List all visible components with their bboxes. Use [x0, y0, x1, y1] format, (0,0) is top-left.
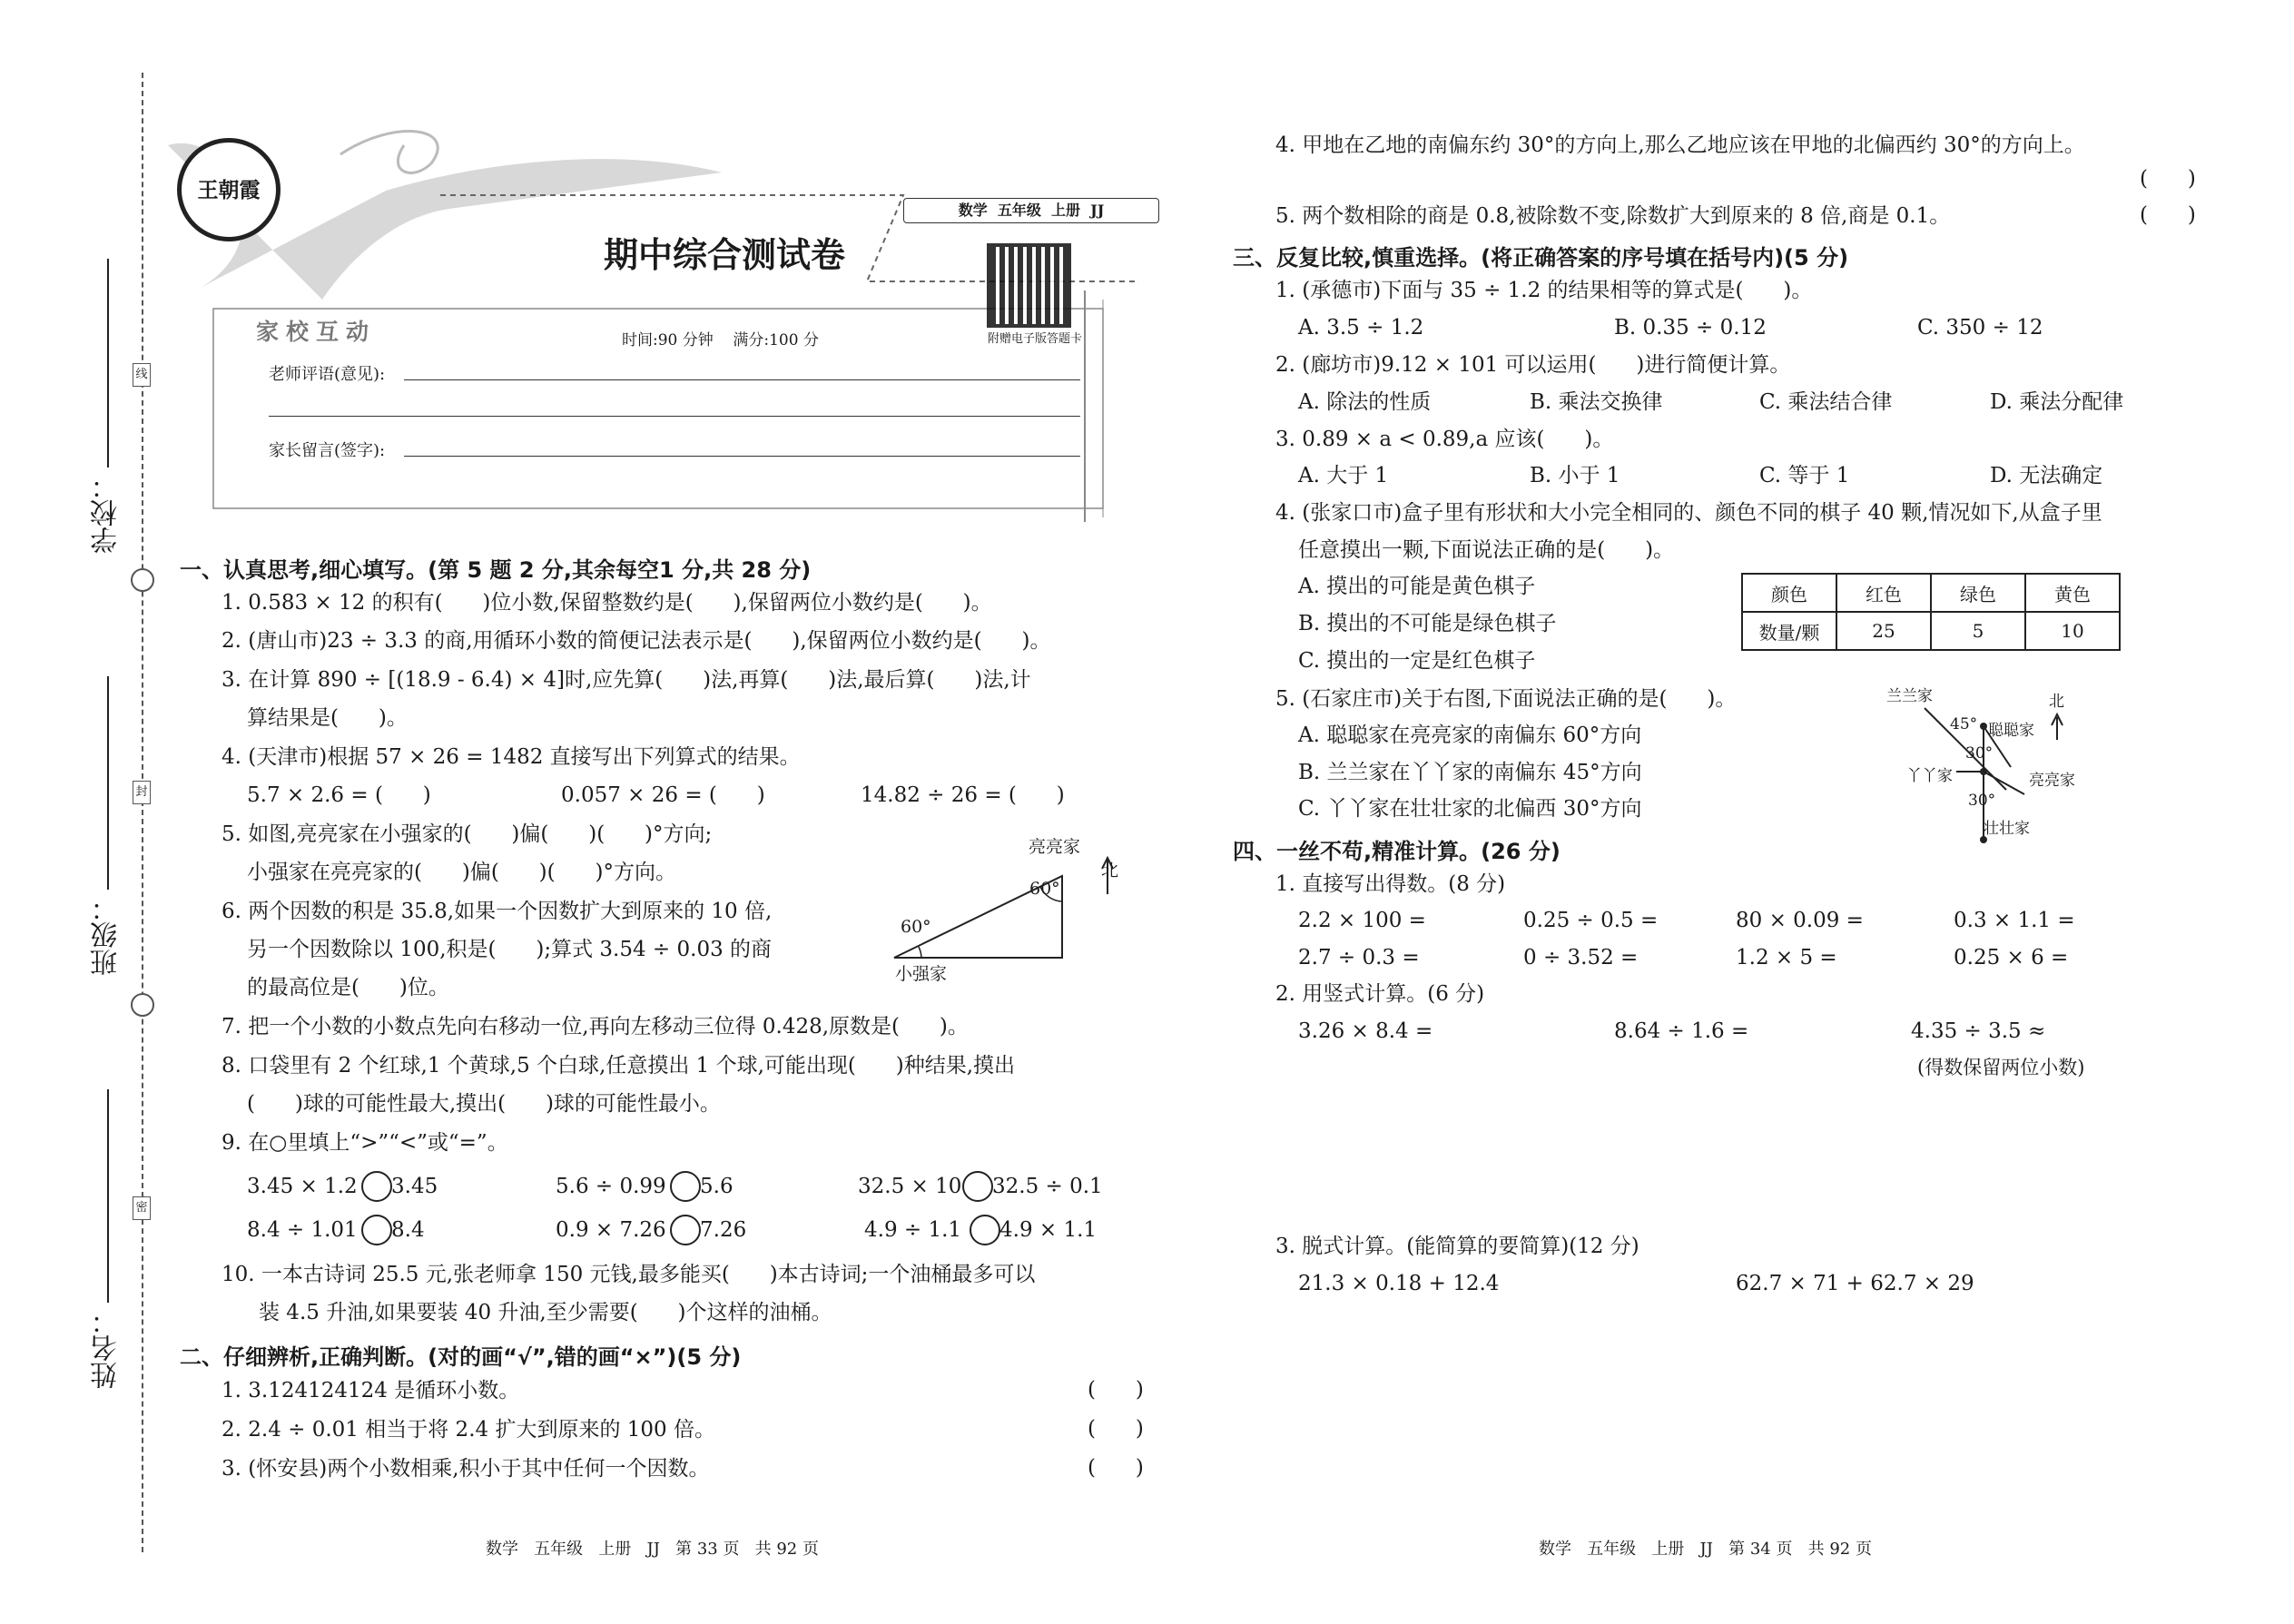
- choice-5-b: B. 兰兰家在丫丫家的南偏东 45°方向: [1298, 761, 1642, 784]
- choice-5-c: C. 丫丫家在壮壮家的北偏西 30°方向: [1298, 797, 1642, 821]
- choice-2-c: C. 乘法结合律: [1759, 390, 1893, 414]
- question-8-line-1: 8. 口袋里有 2 个红球,1 个黄球,5 个白球,任意摸出 1 个球,可能出现( )种结果,摸出: [222, 1054, 1016, 1078]
- calc-1-f: 0 ÷ 3.52 =: [1523, 946, 1639, 969]
- calc-1-e: 2.7 ÷ 0.3 =: [1298, 946, 1420, 969]
- calc-2-b: 8.64 ÷ 1.6 =: [1614, 1019, 1749, 1043]
- calc-2-c: 4.35 ÷ 3.5 ≈: [1911, 1019, 2046, 1043]
- binding-dashed-line: [142, 73, 143, 1552]
- choice-3-d: D. 无法确定: [1990, 464, 2103, 487]
- choice-5: 5. (石家庄市)关于右图,下面说法正确的是( )。: [1275, 687, 1737, 711]
- judge-1: 1. 3.124124124 是循环小数。: [222, 1379, 520, 1403]
- school-label: 学校：: [91, 472, 123, 554]
- question-6-line-2: 另一个因数除以 100,积是( );算式 3.54 ÷ 0.03 的商: [247, 938, 773, 961]
- question-1: 1. 0.583 × 12 的积有( )位小数,保留整数约是( ),保留两位小数约是( )。: [222, 591, 992, 615]
- question-5-line-1: 5. 如图,亮亮家在小强家的( )偏( )( )°方向;: [222, 822, 713, 846]
- calc-2-heading: 2. 用竖式计算。(6 分): [1275, 982, 1485, 1006]
- compare-circle[interactable]: [670, 1171, 701, 1202]
- judge-1-answer[interactable]: ( ): [1088, 1378, 1144, 1402]
- question-4: 4. (天津市)根据 57 × 26 = 1482 直接写出下列算式的结果。: [222, 745, 801, 769]
- question-10-line-1: 10. 一本古诗词 25.5 元,张老师拿 150 元钱,最多能买( )本古诗词;一个油桶最多可以: [222, 1263, 1036, 1286]
- choice-5-a: A. 聪聪家在亮亮家的南偏东 60°方向: [1298, 723, 1642, 747]
- compare-5-right: 7.26: [700, 1218, 747, 1242]
- calc-1-heading: 1. 直接写出得数。(8 分): [1275, 872, 1506, 896]
- qr-code: [987, 243, 1071, 328]
- table-cell: 5: [1931, 612, 2025, 650]
- binding-mark: 密: [133, 1196, 151, 1220]
- fig1-north-label: 北: [1101, 861, 1119, 881]
- choice-3-a: A. 大于 1: [1298, 464, 1389, 487]
- calc-1-h: 0.25 × 6 =: [1954, 946, 2069, 969]
- binding-hole: [131, 568, 154, 592]
- school-field: [107, 259, 109, 468]
- name-field: [107, 1089, 109, 1303]
- calc-1-c: 80 × 0.09 =: [1736, 909, 1864, 932]
- fig2-north-label: 北: [2049, 693, 2064, 711]
- choice-4-line-2: 任意摸出一颗,下面说法正确的是( )。: [1298, 538, 1675, 562]
- page-footer-right: 数学 五年级 上册 JJ 第 34 页 共 92 页: [1539, 1540, 1872, 1559]
- color-count-table: [1741, 573, 2121, 651]
- judge-3: 3. (怀安县)两个小数相乘,积小于其中任何一个因数。: [222, 1457, 710, 1481]
- question-10-line-2: 装 4.5 升油,如果要装 40 升油,至少需要( )个这样的油桶。: [259, 1301, 832, 1324]
- question-8-line-2: ( )球的可能性最大,摸出( )球的可能性最小。: [247, 1092, 721, 1116]
- fig1-xiaoqiang-label: 小强家: [895, 964, 948, 984]
- table-cell: 数量/颗: [1742, 612, 1836, 650]
- choice-3-c: C. 等于 1: [1759, 464, 1850, 487]
- calc-2-note: (得数保留两位小数): [1917, 1057, 2085, 1078]
- question-2: 2. (唐山市)23 ÷ 3.3 的商,用循环小数的简便记法表示是( ),保留两位小数约是( )。: [222, 629, 1051, 653]
- calc-1-a: 2.2 × 100 =: [1298, 909, 1426, 932]
- question-7: 7. 把一个小数的小数点先向右移动一位,再向左移动三位得 0.428,原数是( )。: [222, 1015, 969, 1038]
- compare-4-left: 8.4 ÷ 1.01: [247, 1218, 358, 1242]
- compare-circle[interactable]: [670, 1215, 701, 1245]
- choice-1-b: B. 0.35 ÷ 0.12: [1614, 316, 1767, 340]
- table-header-cell: 绿色: [1931, 574, 2025, 612]
- direction-figure-1: [890, 831, 1153, 976]
- teacher-comment-line[interactable]: [404, 379, 1080, 380]
- table-header-cell: 红色: [1836, 574, 1931, 612]
- choice-4-b: B. 摸出的不可能是绿色棋子: [1298, 612, 1557, 635]
- calc-1-d: 0.3 × 1.1 =: [1954, 909, 2075, 932]
- judge-2-answer[interactable]: ( ): [1088, 1417, 1144, 1441]
- section-4-heading: 四、一丝不苟,精准计算。(26 分): [1233, 839, 1561, 864]
- question-4b: 0.057 × 26 = ( ): [561, 783, 765, 807]
- table-cell: 10: [2025, 612, 2120, 650]
- logo-text: 王朝霞: [197, 178, 261, 202]
- calc-2-a: 3.26 × 8.4 =: [1298, 1019, 1433, 1043]
- page-title: 期中综合测试卷: [604, 235, 846, 275]
- fig2-liangliang-label: 亮亮家: [2029, 772, 2075, 790]
- question-9: 9. 在○里填上“>”“<”或“=”。: [222, 1131, 508, 1155]
- question-5-line-2: 小强家在亮亮家的( )偏( )( )°方向。: [247, 861, 676, 884]
- choice-4-c: C. 摸出的一定是红色棋子: [1298, 649, 1536, 673]
- judge-5-answer[interactable]: ( ): [2140, 203, 2196, 227]
- parent-comment-label: 家长留言(签字):: [269, 441, 386, 460]
- home-school-label: 家校互动: [256, 319, 377, 345]
- qr-caption: 附赠电子版答题卡: [988, 332, 1083, 346]
- compare-circle[interactable]: [970, 1215, 1000, 1245]
- fig2-zhuangzhuang-label: 壮壮家: [1984, 820, 2030, 838]
- compare-2-right: 5.6: [700, 1175, 733, 1198]
- table-header-cell: 黄色: [2025, 574, 2120, 612]
- fig2-angle-30b: 30°: [1968, 792, 1996, 810]
- question-4c: 14.82 ÷ 26 = ( ): [861, 783, 1065, 807]
- question-4a: 5.7 × 2.6 = ( ): [247, 783, 431, 807]
- judge-4: 4. 甲地在乙地的南偏东约 30°的方向上,那么乙地应该在甲地的北偏西约 30°的方向上。: [1275, 133, 2085, 157]
- calc-1-b: 0.25 ÷ 0.5 =: [1523, 909, 1659, 932]
- compare-5-left: 0.9 × 7.26: [556, 1218, 666, 1242]
- table-row: [1742, 612, 2120, 650]
- section-3-heading: 三、反复比较,慎重选择。(将正确答案的序号填在括号内)(5 分): [1233, 245, 1849, 271]
- fig2-congcong-label: 聪聪家: [1988, 722, 2034, 740]
- compare-6-left: 4.9 ÷ 1.1: [864, 1218, 962, 1242]
- judge-4-answer[interactable]: ( ): [2140, 167, 2196, 191]
- table-cell: 25: [1836, 612, 1931, 650]
- choice-2-d: D. 乘法分配律: [1990, 390, 2124, 414]
- section-2-heading: 二、仔细辨析,正确判断。(对的画“√”,错的画“×”)(5 分): [180, 1344, 742, 1370]
- compare-circle[interactable]: [962, 1171, 993, 1202]
- judge-2: 2. 2.4 ÷ 0.01 相当于将 2.4 扩大到原来的 100 倍。: [222, 1418, 715, 1442]
- class-label: 班级：: [91, 894, 123, 976]
- choice-1-a: A. 3.5 ÷ 1.2: [1298, 316, 1424, 340]
- compare-1-left: 3.45 × 1.2: [247, 1175, 358, 1198]
- choice-3-b: B. 小于 1: [1530, 464, 1620, 487]
- binding-mark: 封: [133, 781, 151, 804]
- teacher-comment-line-2[interactable]: [269, 416, 1080, 417]
- judge-5: 5. 两个数相除的商是 0.8,被除数不变,除数扩大到原来的 8 倍,商是 0.1。: [1275, 204, 1951, 228]
- question-6-line-3: 的最高位是( )位。: [247, 976, 449, 999]
- fig1-angle-top: 60°: [1029, 879, 1060, 899]
- fig2-angle-30a: 30°: [1965, 744, 1994, 763]
- choice-2: 2. (廊坊市)9.12 × 101 可以运用( )进行简便计算。: [1275, 353, 1791, 377]
- subject-bar: 数学 五年级 上册 JJ: [903, 198, 1159, 223]
- section-1-heading: 一、认真思考,细心填写。(第 5 题 2 分,其余每空1 分,共 28 分): [180, 557, 812, 583]
- compare-4-right: 8.4: [391, 1218, 425, 1242]
- choice-4-a: A. 摸出的可能是黄色棋子: [1298, 575, 1536, 598]
- compare-3-left: 32.5 × 10: [858, 1175, 962, 1198]
- compare-3-right: 32.5 ÷ 0.1: [992, 1175, 1103, 1198]
- table-header-cell: 颜色: [1742, 574, 1836, 612]
- class-field: [107, 676, 109, 890]
- table-row: [1742, 574, 2120, 612]
- compare-6-right: 4.9 × 1.1: [999, 1218, 1098, 1242]
- time-score: 时间:90 分钟 满分:100 分: [622, 331, 819, 349]
- calc-3-heading: 3. 脱式计算。(能简算的要简算)(12 分): [1275, 1235, 1639, 1258]
- choice-1-c: C. 350 ÷ 12: [1917, 316, 2043, 340]
- parent-comment-line[interactable]: [404, 456, 1080, 457]
- fig1-angle-bottom: 60°: [901, 917, 931, 937]
- choice-1: 1. (承德市)下面与 35 ÷ 1.2 的结果相等的算式是( )。: [1275, 279, 1813, 302]
- compare-1-right: 3.45: [391, 1175, 438, 1198]
- compare-2-left: 5.6 ÷ 0.99: [556, 1175, 666, 1198]
- choice-2-a: A. 除法的性质: [1298, 390, 1432, 414]
- compare-circle[interactable]: [361, 1171, 392, 1202]
- fig2-yaya-label: 丫丫家: [1906, 767, 1953, 785]
- calc-3-b: 62.7 × 71 + 62.7 × 29: [1736, 1272, 1974, 1295]
- brand-logo: [177, 138, 281, 241]
- page-footer-left: 数学 五年级 上册 JJ 第 33 页 共 92 页: [486, 1540, 819, 1559]
- fig2-angle-45: 45°: [1950, 715, 1978, 733]
- binding-hole: [131, 993, 154, 1017]
- calc-3-a: 21.3 × 0.18 + 12.4: [1298, 1272, 1500, 1295]
- question-3-line-2: 算结果是( )。: [247, 706, 408, 730]
- fig1-liangliang-label: 亮亮家: [1029, 837, 1081, 857]
- fig2-lanlan-label: 兰兰家: [1886, 687, 1933, 705]
- calc-1-g: 1.2 × 5 =: [1736, 946, 1837, 969]
- binding-mark: 线: [133, 363, 151, 387]
- choice-3: 3. 0.89 × a < 0.89,a 应该( )。: [1275, 428, 1614, 451]
- question-3-line-1: 3. 在计算 890 ÷ [(18.9 - 6.4) × 4]时,应先算( )法,再算( )法,最后算( )法,计: [222, 668, 1031, 692]
- choice-4-line-1: 4. (张家口市)盒子里有形状和大小完全相同的、颜色不同的棋子 40 颗,情况如下,从盒子里: [1275, 501, 2102, 525]
- choice-2-b: B. 乘法交换律: [1530, 390, 1663, 414]
- teacher-comment-label: 老师评语(意见):: [269, 365, 386, 384]
- compare-circle[interactable]: [361, 1215, 392, 1245]
- question-6-line-1: 6. 两个因数的积是 35.8,如果一个因数扩大到原来的 10 倍,: [222, 900, 773, 923]
- judge-3-answer[interactable]: ( ): [1088, 1456, 1144, 1480]
- name-label: 姓名：: [91, 1307, 123, 1389]
